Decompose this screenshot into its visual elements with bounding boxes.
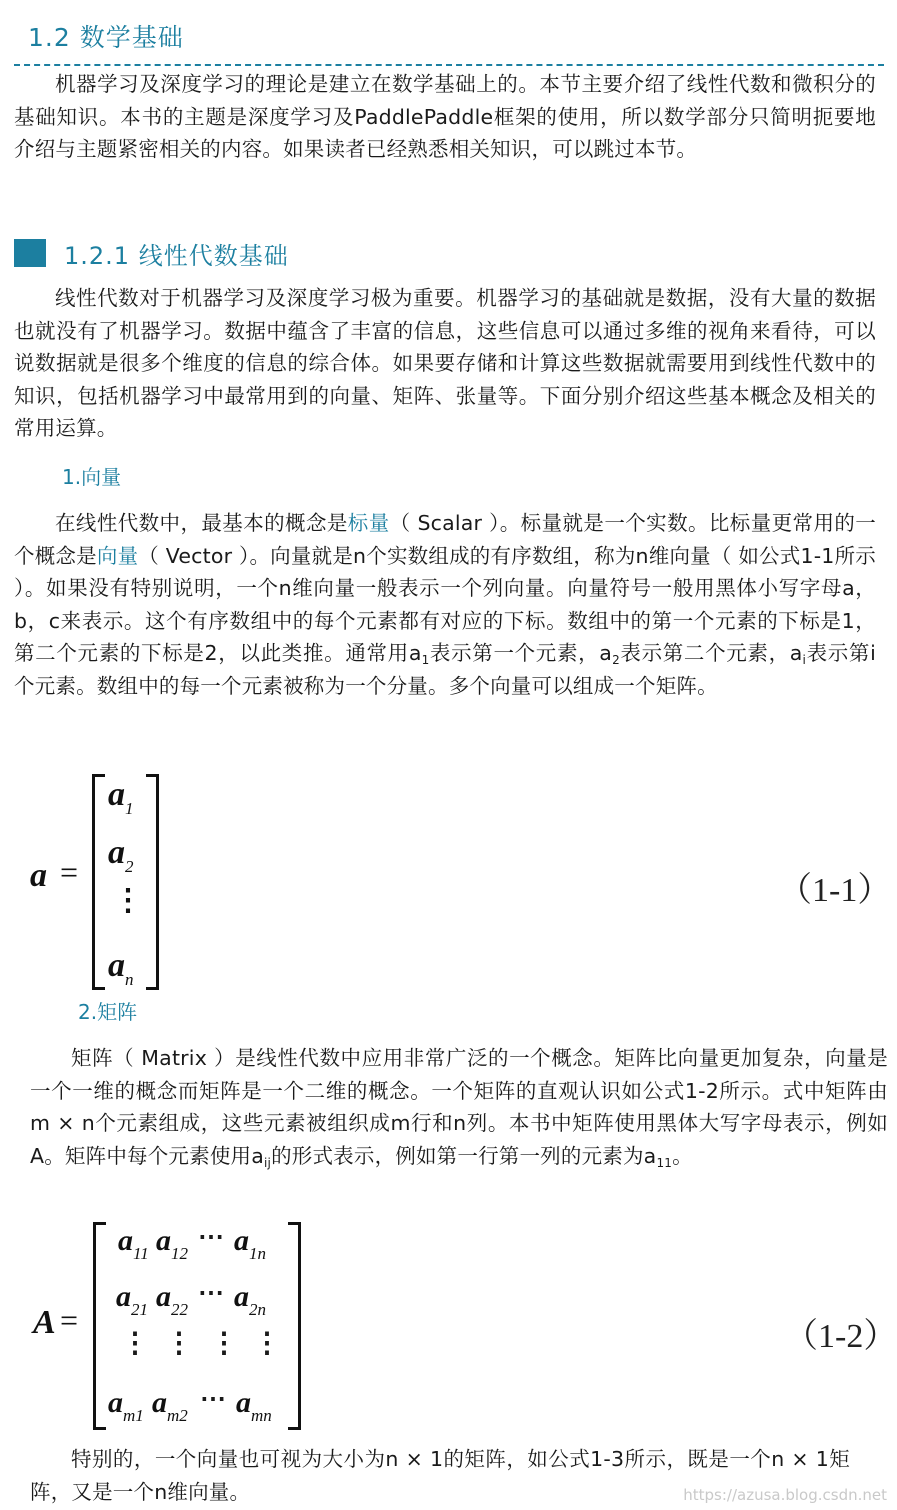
matrix-cell: $a_{m1}$ bbox=[108, 1386, 144, 1425]
equation-1-2 bbox=[0, 1216, 897, 1436]
vector-element-2: $a_2$ bbox=[108, 834, 134, 876]
left-bracket-2 bbox=[93, 1222, 106, 1430]
vector-text-4: 表示第一个元素，a bbox=[429, 641, 613, 665]
vector-text-5: 表示第二个元素，a bbox=[619, 641, 803, 665]
section-divider bbox=[14, 64, 884, 66]
section-intro-text: 机器学习及深度学习的理论是建立在数学基础上的。本节主要介绍了线性代数和微积分的基础知识。本书的主题是深度学习及PaddlePaddle框架的使用，所以数学部分只简明扼要地介绍与主题紧密相关的内容。如果读者已经熟悉相关知识，可以跳过本节。 bbox=[14, 72, 876, 161]
horizontal-ellipsis: ⋯ bbox=[198, 1222, 224, 1252]
matrix-cell: $a_{m2}$ bbox=[152, 1386, 188, 1425]
vector-text-6: 表示第i个元素。数组中的每一个元素被称为一个分量。多个向量可以组成一个矩阵。 bbox=[14, 641, 876, 698]
horizontal-ellipsis: ⋯ bbox=[200, 1384, 226, 1414]
vector-text-1: 在线性代数中，最基本的概念是 bbox=[55, 511, 348, 535]
closing-text: 特别的，一个向量也可视为大小为n × 1的矩阵，如公式1-3所示，既是一个n × 1矩阵，又是一个n维向量。 bbox=[30, 1447, 850, 1504]
vertical-ellipsis: ⋮ bbox=[121, 1326, 149, 1359]
equation-number-2: （1-2） bbox=[784, 1318, 897, 1355]
section-title: 1.2 数学基础 bbox=[28, 23, 184, 52]
subscript-ij: ij bbox=[264, 1155, 272, 1170]
equation-1-1 bbox=[0, 760, 897, 995]
subsection-intro-paragraph bbox=[14, 282, 876, 445]
vector-element-n: $a_n$ bbox=[108, 947, 134, 989]
matrix-cell: $a_{2n}$ bbox=[234, 1280, 266, 1319]
equals-sign-1: = bbox=[60, 854, 79, 890]
right-bracket-2 bbox=[288, 1222, 301, 1430]
subscript-2: 2 bbox=[612, 653, 620, 667]
matrix-text-2: 的形式表示，例如第一行第一列的元素为a bbox=[271, 1143, 657, 1168]
subscript-11: 11 bbox=[656, 1155, 673, 1170]
vector-text-3: （ Vector ）。向量就是n个实数组成的有序数组，称为n维向量（ 如公式1-1所示 ）。如果没有特别说明，一个n维向量一般表示一个列向量。向量符号一般用黑体小写字母a，b，c来表示。这个有序数组中的每个元素都有对应的下标。数组中的第一个元素的下标是1，第二个元素的下标是2，以此类推。通常用a bbox=[14, 543, 876, 665]
section-intro-paragraph bbox=[14, 68, 876, 166]
vector-heading: 1.向量 bbox=[62, 465, 122, 489]
matrix-text-1: 矩阵（ Matrix ）是线性代数中应用非常广泛的一个概念。矩阵比向量更加复杂，向量是一个一维的概念而矩阵是一个二维的概念。一个矩阵的直观认识如公式1-2所示。式中矩阵由m × n个元素组成，这些元素被组织成m行和n列。本书中矩阵使用黑体大写字母表示，例如A。矩阵中每个元素使用a bbox=[30, 1046, 888, 1168]
matrix-text-3: 。 bbox=[672, 1143, 693, 1168]
matrix-cell: $a_{1n}$ bbox=[234, 1224, 266, 1263]
matrix-heading: 2.矩阵 bbox=[78, 1000, 138, 1024]
matrix-symbol: A bbox=[33, 1304, 56, 1341]
right-bracket-1 bbox=[146, 774, 159, 990]
subsection-title: 1.2.1 线性代数基础 bbox=[64, 242, 289, 270]
matrix-cell: $a_{mn}$ bbox=[236, 1386, 272, 1425]
vertical-ellipsis: ⋮ bbox=[253, 1326, 281, 1359]
vector-symbol: a bbox=[30, 857, 47, 894]
left-bracket-1 bbox=[92, 774, 105, 990]
vector-term: 向量 bbox=[96, 543, 139, 568]
equation-number-1: （1-1） bbox=[778, 872, 892, 909]
matrix-cell: $a_{21}$ bbox=[116, 1280, 148, 1319]
subscript-i: i bbox=[802, 653, 807, 667]
subsection-marker bbox=[14, 239, 46, 267]
watermark-text: https://azusa.blog.csdn.net bbox=[683, 1486, 887, 1504]
matrix-cell: $a_{11}$ bbox=[118, 1224, 149, 1263]
matrix-cell: $a_{22}$ bbox=[156, 1280, 188, 1319]
matrix-cell: $a_{12}$ bbox=[156, 1224, 188, 1263]
subscript-1: 1 bbox=[421, 653, 430, 667]
vertical-ellipsis-1: ⋮ bbox=[113, 883, 143, 918]
vector-paragraph bbox=[14, 507, 876, 702]
horizontal-ellipsis: ⋯ bbox=[198, 1278, 224, 1308]
vertical-ellipsis: ⋮ bbox=[165, 1326, 193, 1359]
vector-text-2: （ Scalar ）。标量就是一个实数。比标量更常用的一个概念是 bbox=[14, 511, 876, 568]
subsection-intro-text: 线性代数对于机器学习及深度学习极为重要。机器学习的基础就是数据，没有大量的数据也就没有了机器学习。数据中蕴含了丰富的信息，这些信息可以通过多维的视角来看待，可以说数据就是很多个维度的信息的综合体。如果要存储和计算这些数据就需要用到线性代数中的知识，包括机器学习中最常用到的向量、矩阵、张量等。下面分别介绍这些基本概念及相关的常用运算。 bbox=[14, 286, 876, 440]
equals-sign-2: = bbox=[60, 1302, 79, 1338]
vertical-ellipsis: ⋮ bbox=[210, 1326, 238, 1359]
matrix-paragraph bbox=[30, 1042, 888, 1172]
scalar-term: 标量 bbox=[347, 511, 390, 535]
vector-element-1: $a_1$ bbox=[108, 776, 134, 818]
